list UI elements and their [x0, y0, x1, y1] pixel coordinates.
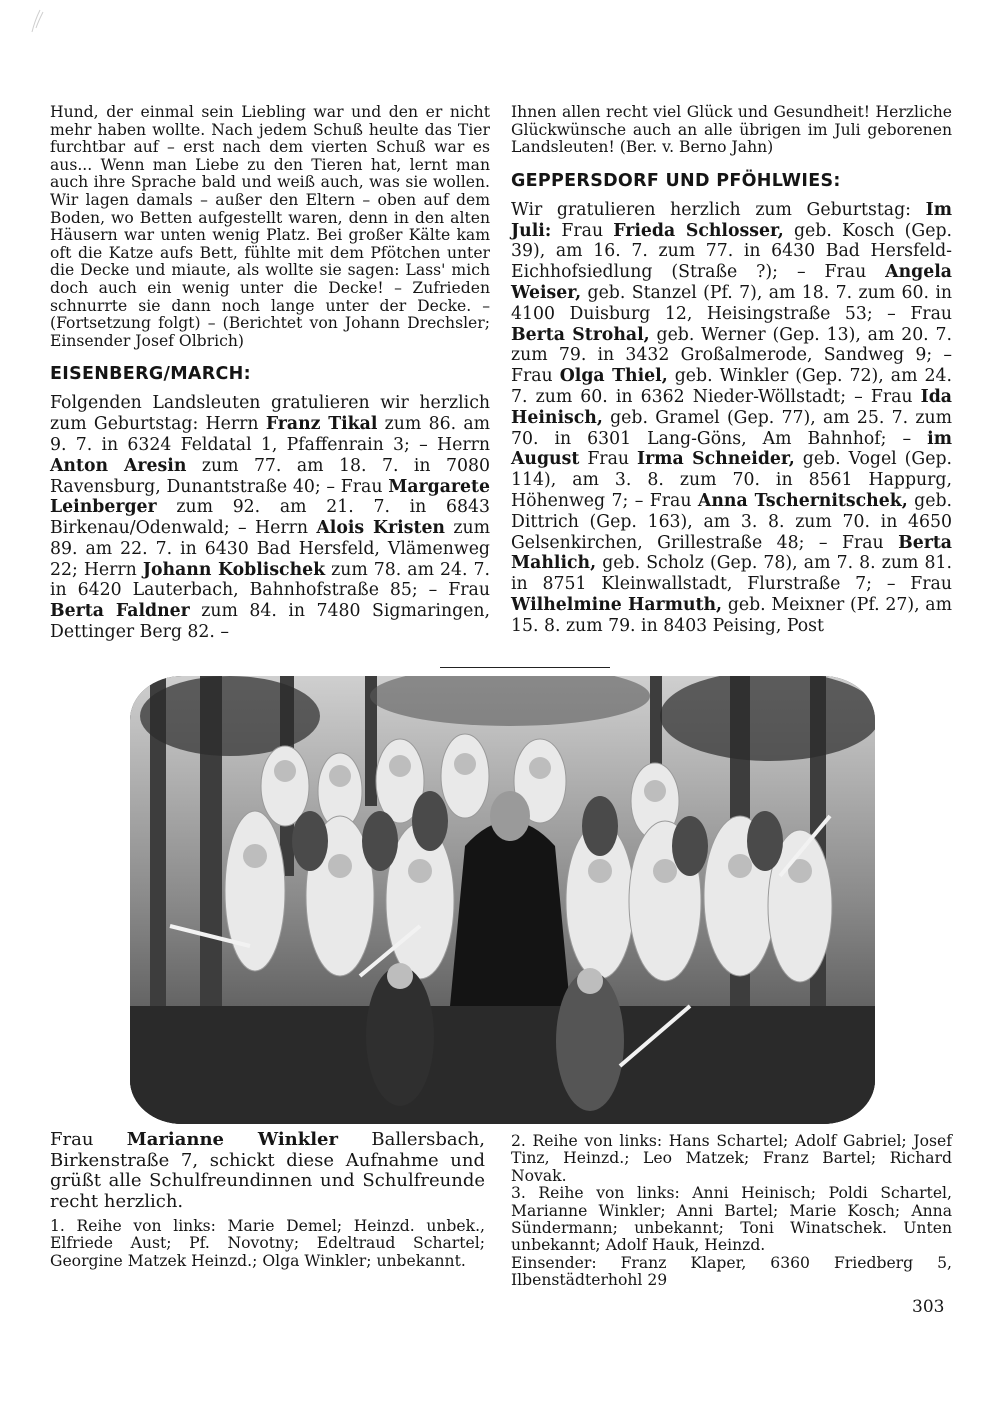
person-name: Frieda Schlosser, [613, 220, 784, 241]
text-span: Frau [579, 449, 637, 470]
text-span: geb. Vogel (Gep. 114), am 3. 8. zum 70. in 8561 Happurg, Höhenweg 7; – Frau [511, 449, 953, 511]
person-name: Berta Faldner [50, 601, 190, 622]
person-name: Marianne Winkler [126, 1129, 338, 1150]
text-span: zum 86. am 9. 7. in 6324 Feldatal 1, Pfaffenrain 3; – Herrn [50, 414, 491, 455]
month-label: im August [511, 428, 952, 470]
text-span: Frau [50, 1129, 127, 1150]
text-span: zum 77. am 18. 7. in 7080 Ravensburg, Dunantstraße 40; – Frau [50, 455, 491, 497]
story-continuation: Hund, der einmal sein Liebling war und den er nicht mehr haben wollte. Nach jedem Schuß heulte das Tier furchtbar auf – erst nach dem vierten Schuß war es aus... Wenn man Liebe zu den Tieren hat, lernt man auch ihre Sprache bald und weiß auch, was sie wollen. Wir lagen damals – außer den Eltern – oben auf dem Boden, wo Betten aufgestellt waren, denn in den alten Häusern war unten wenig Platz. Bei großer Kälte kam oft die Katze aufs Bett, fühlte mit dem Pfötchen unter die Decke und miaute, als wollte sie sagen: Lass' mich doch auch ein wenig unter die Decke! – Zufrieden schnurrte sie dann noch lange unter der Decke. – (Fortsetzung folgt) – (Berichtet von Johann Drechsler; Einsender Josef Olbrich) [50, 103, 490, 350]
person-name: Olga Thiel, [559, 366, 668, 387]
text-span: geb. Kosch (Gep. 39), am 16. 7. zum 77. in 6430 Bad Hersfeld-Eichhofsiedlung (Straße ?); – Frau [511, 220, 953, 283]
text-span: geb. Winkler (Gep. 72), am 24. 7. zum 60. in 6362 Nieder-Wöllstadt; – Frau [511, 366, 952, 407]
person-name: Ida Heinisch, [511, 386, 952, 428]
eisenberg-birthdays [50, 393, 490, 643]
person-name: Alois Kristen [316, 518, 446, 539]
person-name: Angela Weiser, [511, 262, 952, 303]
person-name: Anton Aresin [50, 455, 187, 476]
right-column [511, 104, 952, 637]
class-photo-illustration [130, 676, 875, 1124]
photo-sender-note [50, 1130, 485, 1212]
photo-sender: Einsender: Franz Klaper, 6360 Friedberg 5, Ilbenstädterhohl 29 [511, 1253, 952, 1290]
section-heading-geppersdorf: GEPPERSDORF UND PFÖHLWIES: [511, 170, 841, 191]
text-span: geb. Stanzel (Pf. 7), am 18. 7. zum 60. in 4100 Duisburg 12, Heisingstraße 53; – Frau [511, 282, 952, 324]
divider-line [440, 667, 610, 668]
row-1-names: 1. Reihe von links: Marie Demel; Heinzd. unbek., Elfriede Aust; Pf. Novotny; Edeltraud Schartel; Georgine Matzek Heinzd.; Olga Winkler; unbekannt. [50, 1217, 485, 1270]
text-span: geb. Dittrich (Gep. 163), am 3. 8. zum 70. in 4650 Gelsenkirchen, Grillestraße 48; – Frau [511, 490, 952, 553]
text-span: zum 92. am 21. 7. in 6843 Birkenau/Odenwald; – Herrn [50, 497, 490, 539]
row-2-names: 2. Reihe von links: Hans Schartel; Adolf Gabriel; Josef Tinz, Heinzd.; Leo Matzek; Franz Bartel; Richard Novak. [511, 1132, 952, 1185]
corner-scribble [28, 6, 46, 34]
person-name: Anna Tschernitschek, [697, 490, 908, 511]
text-span: Wir gratulieren herzlich zum Geburtstag: [511, 199, 926, 220]
text-span: geb. Meixner (Pf. 27), am 15. 8. zum 79. in 8403 Peising, Post [511, 594, 952, 636]
person-name: Wilhelmine Harmuth, [511, 594, 723, 615]
text-span: zum 84. in 7480 Sigmaringen, Dettinger Berg 82. – [50, 601, 490, 643]
page-number: 303 [912, 1297, 945, 1317]
class-photo [130, 676, 875, 1124]
person-name: Franz Tikal [265, 414, 378, 435]
row-3-names: 3. Reihe von links: Anni Heinisch; Poldi Schartel, Marianne Winkler; Anni Bartel; Marie Kosch; Anna Sündermann; unbekannt; Toni Winatschek. Unten unbekannt; Adolf Hauk, Heinzd. [511, 1184, 952, 1255]
text-span: geb. Scholz (Gep. 78), am 7. 8. zum 81. in 8751 Kleinwallstadt, Flurstraße 7; – Frau [511, 553, 952, 595]
month-label: Im Juli: [511, 199, 952, 241]
text-span: Ballersbach, Birkenstraße 7, schickt diese Aufnahme und grüßt alle Schulfreundinnen und Schulfreunde recht herzlich. [50, 1129, 485, 1212]
person-name: Irma Schneider, [636, 449, 795, 470]
person-name: Margarete Leinberger [50, 476, 490, 518]
text-span: zum 89. am 22. 7. in 6430 Bad Hersfeld, Vlämenweg 22; Herrn [50, 518, 491, 580]
section-heading-eisenberg: EISENBERG/MARCH: [50, 364, 251, 385]
caption-left [50, 1130, 485, 1270]
text-span: zum 78. am 24. 7. in 6420 Lauterbach, Bahnhofstraße 85; – Frau [50, 559, 491, 601]
geppersdorf-birthdays [511, 200, 952, 637]
person-name: Berta Mahlich, [511, 532, 952, 574]
caption-right [511, 1133, 952, 1290]
left-column [50, 104, 490, 643]
text-span: geb. Gramel (Gep. 77), am 25. 7. zum 70. in 6301 Lang-Göns, Am Bahnhof; – [511, 407, 952, 449]
greetings-paragraph: Ihnen allen recht viel Glück und Gesundheit! Herzliche Glückwünsche auch an alle übrigen im Juli geborenen Landsleuten! (Ber. v. Berno Jahn) [511, 103, 952, 157]
text-span: Folgenden Landsleuten gratulieren wir herzlich zum Geburtstag: Herrn [50, 393, 490, 435]
person-name: Berta Strohal, [511, 324, 650, 345]
text-span: Frau [551, 220, 614, 241]
person-name: Johann Koblischek [142, 559, 326, 580]
text-span: geb. Werner (Gep. 13), am 20. 7. zum 79. in 3432 Großalmerode, Sandweg 9; – Frau [511, 324, 952, 387]
